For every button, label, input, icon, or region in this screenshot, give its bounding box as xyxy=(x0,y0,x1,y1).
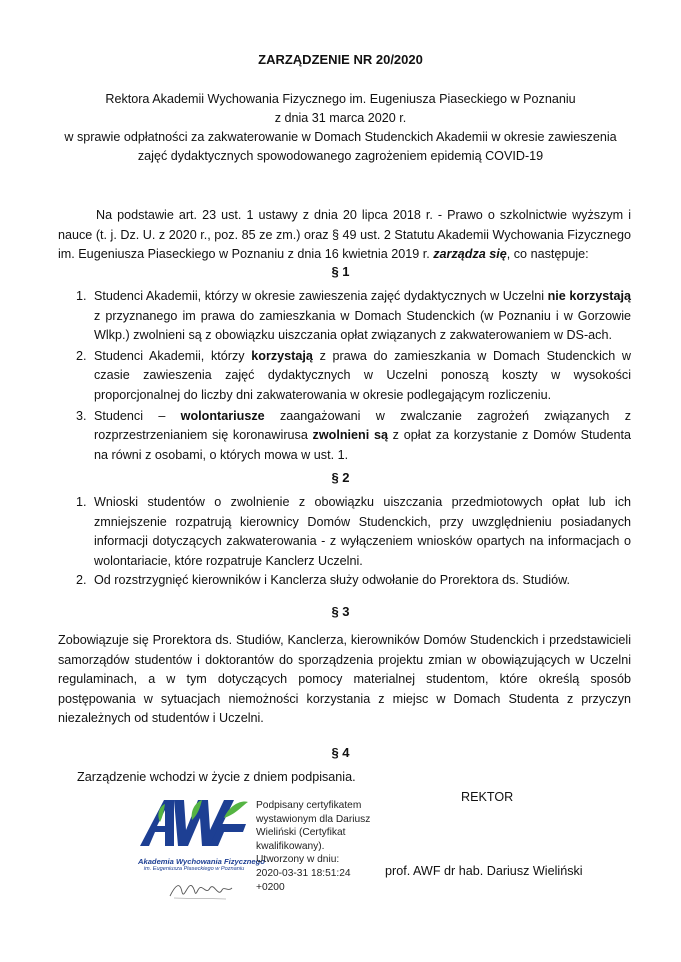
intro-emphasis: zarządza się xyxy=(433,247,507,262)
list-item xyxy=(58,571,631,591)
list-item-text: Studenci Akademii, którzy w okresie zawieszenia zajęć dydaktycznych w Uczelni xyxy=(94,289,548,303)
list-item-number: 1. xyxy=(76,289,87,303)
subject-line-2: zajęć dydaktycznych spowodowanego zagrożeniem epidemią COVID-19 xyxy=(137,149,544,163)
list-item-number: 1. xyxy=(76,495,87,509)
list-item-text: z prawa do zamieszkania w Domach Studenckich w czasie zawieszenia zajęć dydaktycznych w Uczelni ponoszą koszty w wysokości proporcjonalnej do liczby dni zakwaterowania w okresie podlegającym rozliczeniu. xyxy=(94,348,631,402)
logo-text-line-1: Akademia Wychowania Fizycznego xyxy=(138,857,265,866)
list-item xyxy=(58,493,631,571)
section-3-paragraph: Zobowiązuje się Prorektora ds. Studiów, Kanclerza, kierowników Domów Studenckich i przedstawicieli samorządów studentów i doktorantów do sporządzenia projektu zmian w obowiązujących w Uczelni regulaminach, a w tym dotyczących pomocy materialnej studentom, które określą sposób postępowania w sytuacjach niemożności korzystania z miejsc w Domach Studenta z przyczyn niezależnych od studentów i Uczelni. xyxy=(58,633,631,726)
intro-text-before: Na podstawie art. 23 ust. 1 ustawy z dnia 20 lipca 2018 r. - Prawo o szkolnictwie wyższym i nauce (t. j. Dz. U. z 2020 r., poz. 85 ze zm.) oraz § 49 ust. 2 Statutu Akademii Wychowania Fizycznego im. Eugeniusza Piaseckiego w Poznaniu z dnia 16 kwietnia 2019 r. xyxy=(58,208,631,262)
list-item-bold: nie korzystają xyxy=(547,289,631,303)
subject-line-1: w sprawie odpłatności za zakwaterowanie w Domach Studenckich Akademii w okresie zawieszenia xyxy=(64,130,617,144)
list-item-text: Od rozstrzygnięć kierowników i Kanclerza służy odwołanie do Prorektora ds. Studiów. xyxy=(94,573,570,588)
list-item xyxy=(58,287,631,346)
intro-text-after: , co następuje: xyxy=(506,247,589,262)
awf-logo xyxy=(138,796,265,905)
cert-line: 2020-03-31 18:51:24 xyxy=(256,867,351,879)
section-1-heading: § 1 xyxy=(331,264,350,279)
signatory-name: prof. AWF dr hab. Dariusz Wieliński xyxy=(385,864,583,878)
cert-line: Utworzony w dniu: xyxy=(256,854,340,866)
list-item-text: Studenci – xyxy=(94,408,181,423)
list-item-number: 3. xyxy=(76,408,87,423)
list-item xyxy=(58,407,631,466)
list-item-number: 2. xyxy=(76,348,87,363)
list-item xyxy=(58,347,631,406)
list-item-text: zaangażowani w zwalczanie zagrożeń związanych z rozprzestrzenianiem się koronawirusa xyxy=(94,408,632,443)
section-2-heading: § 2 xyxy=(331,470,350,485)
list-item-text: Studenci Akademii, którzy xyxy=(94,348,252,363)
section-3-heading: § 3 xyxy=(331,604,350,619)
issuer-line: Rektora Akademii Wychowania Fizycznego im. Eugeniusza Piaseckiego w Poznaniu xyxy=(105,92,576,106)
cert-line: Podpisany certyfikatem xyxy=(256,800,362,811)
handwritten-signature-icon xyxy=(166,878,236,902)
section-1-list xyxy=(58,287,631,465)
cert-line: wystawionym dla Dariusz xyxy=(256,813,371,825)
cert-line: kwalifikowany). xyxy=(256,840,325,852)
cert-line: +0200 xyxy=(256,881,285,893)
list-item-bold: korzystają xyxy=(251,348,313,363)
list-item-text: Wnioski studentów o zwolnienie z obowiązku uiszczania przedmiotowych opłat lub ich zmniejszenie rozpatrują kierownicy Domów Studenckich, przy uwzględnieniu posiadanych informacji dotyczących zakwaterowania - z wyłączeniem wniosków opartych na informacjach o wolontariacie, które rozpatruje Kanclerz Uczelni. xyxy=(94,495,631,568)
section-4-heading: § 4 xyxy=(331,745,350,760)
list-item-text: z przyznanego im prawa do zamieszkania w Domach Studenckich (w Poznaniu i w Gorzowie Wlkp.) zwolnieni są z obowiązku uiszczania opłat związanych z zakwaterowaniem w DS-ach. xyxy=(94,308,631,343)
section-2-list xyxy=(58,493,631,591)
rektor-label: REKTOR xyxy=(461,790,514,804)
logo-text-line-2: im. Eugeniusza Piaseckiego w Poznaniu xyxy=(143,866,245,872)
certificate-box xyxy=(256,799,376,894)
list-item-bold: zwolnieni są xyxy=(312,428,388,443)
awf-logo-icon xyxy=(138,796,250,850)
cert-line: Wieliński (Certyfikat xyxy=(256,827,346,839)
list-item-number: 2. xyxy=(76,573,87,588)
date-line: z dnia 31 marca 2020 r. xyxy=(274,111,407,125)
intro-paragraph xyxy=(58,206,631,265)
list-item-bold: wolontariusze xyxy=(180,408,265,423)
section-4-text: Zarządzenie wchodzi w życie z dniem podpisania. xyxy=(77,770,356,784)
document-title: ZARZĄDZENIE NR 20/2020 xyxy=(258,52,423,67)
list-item-text: z opłat za korzystanie z Domów Studenta na równi z osobami, o których mowa w ust. 1. xyxy=(94,428,631,462)
